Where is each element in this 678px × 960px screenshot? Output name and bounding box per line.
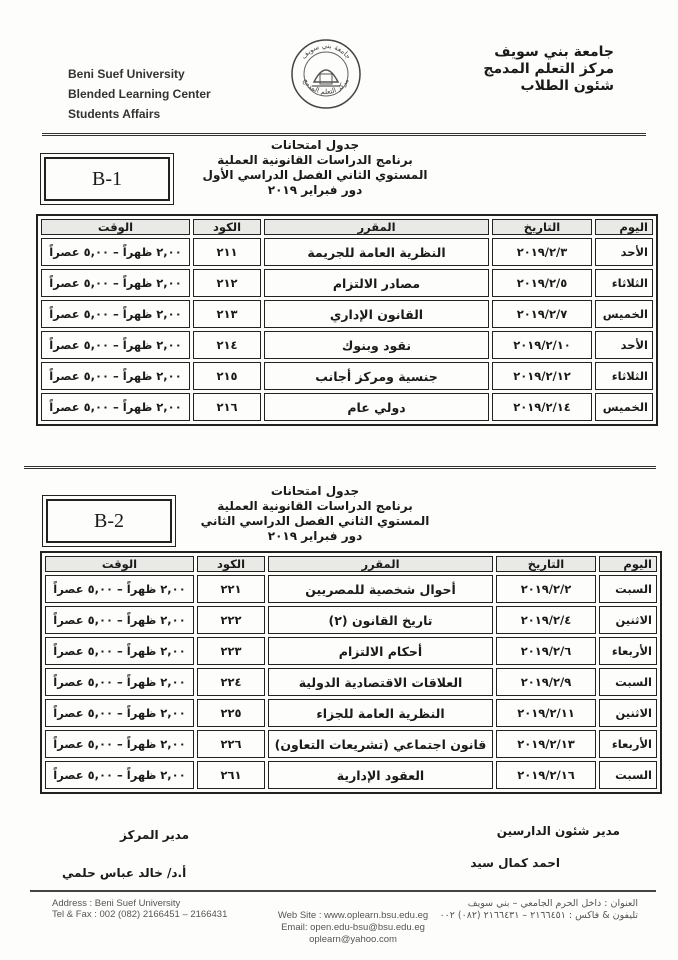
session-line: دور فبراير ٢٠١٩ [267, 529, 363, 543]
table-row [45, 606, 657, 634]
cell-course: أحوال شخصية للمصريين [268, 575, 493, 603]
address-line: Address : Beni Suef University [52, 898, 181, 909]
cell-day: الأربعاء [599, 730, 657, 758]
footer-divider [30, 890, 656, 892]
phone-line: Tel & Fax : 002 (082) 2166451 – 2166431 [52, 909, 228, 920]
cell-course: العقود الإدارية [268, 761, 493, 789]
group-label-box: B-1 [44, 157, 170, 201]
table-row [45, 575, 657, 603]
column-header-date: التاريخ [492, 219, 592, 235]
cell-code: ٢٢٢ [197, 606, 265, 634]
table-row [45, 637, 657, 665]
column-header-code: الكود [193, 219, 261, 235]
cell-date: ٢٠١٩/٢/١٤ [492, 393, 592, 421]
cell-code: ٢٢٤ [197, 668, 265, 696]
cell-course: قانون اجتماعي (تشريعات التعاون) [268, 730, 493, 758]
cell-day: الخميس [595, 393, 653, 421]
cell-date: ٢٠١٩/٢/١١ [496, 699, 596, 727]
cell-time: ٢,٠٠ ظهراً – ٥,٠٠ عصراً [45, 575, 194, 603]
logo-text-top: جامعة بني سويف [299, 41, 353, 61]
cell-course: جنسية ومركز أجانب [264, 362, 489, 390]
cell-course: مصادر الالتزام [264, 269, 489, 297]
cell-time: ٢,٠٠ ظهراً – ٥,٠٠ عصراً [45, 637, 194, 665]
cell-day: السبت [599, 761, 657, 789]
cell-course: العلاقات الاقتصادية الدولية [268, 668, 493, 696]
cell-time: ٢,٠٠ ظهراً – ٥,٠٠ عصراً [45, 699, 194, 727]
website-link[interactable]: Web Site : www.oplearn.bsu.edu.eg [277, 910, 429, 921]
cell-course: أحكام الالتزام [268, 637, 493, 665]
column-header-course: المقرر [264, 219, 489, 235]
table-header-row [41, 219, 653, 235]
cell-date: ٢٠١٩/٢/٢ [496, 575, 596, 603]
group-label-box: B-2 [46, 499, 172, 543]
cell-day: الثلاثاء [595, 269, 653, 297]
department-name-en: Students Affairs [68, 107, 161, 121]
table-row [41, 393, 653, 421]
cell-code: ٢٢٦ [197, 730, 265, 758]
center-name-en: Blended Learning Center [68, 87, 211, 101]
column-header-code: الكود [197, 556, 265, 572]
department-name-ar: شئون الطلاب [520, 78, 614, 94]
email-link-2[interactable]: oplearn@yahoo.com [309, 934, 397, 945]
program-line: برنامج الدراسات القانونية العملية [217, 499, 413, 513]
cell-time: ٢,٠٠ ظهراً – ٥,٠٠ عصراً [45, 668, 194, 696]
cell-code: ٢١٣ [193, 300, 261, 328]
level-line: المستوي الثاني الفصل الدراسي الثاني [200, 514, 430, 528]
title-line: جدول امتحانات [270, 484, 360, 498]
cell-date: ٢٠١٩/٢/٩ [496, 668, 596, 696]
cell-time: ٢,٠٠ ظهراً – ٥,٠٠ عصراً [41, 269, 190, 297]
university-logo [290, 38, 362, 110]
table-header-row [45, 556, 657, 572]
university-name-ar: جامعة بني سويف [494, 44, 614, 60]
cell-code: ٢١٤ [193, 331, 261, 359]
cell-code: ٢١٦ [193, 393, 261, 421]
cell-course: النظرية العامة للجريمة [264, 238, 489, 266]
cell-code: ٢٢٥ [197, 699, 265, 727]
exam-title-block [190, 138, 440, 198]
cell-time: ٢,٠٠ ظهراً – ٥,٠٠ عصراً [41, 393, 190, 421]
cell-course: نقود وبنوك [264, 331, 489, 359]
table-row [45, 761, 657, 789]
cell-day: الأربعاء [599, 637, 657, 665]
header-divider [42, 133, 646, 136]
program-line: برنامج الدراسات القانونية العملية [217, 153, 413, 167]
address-line-ar: العنوان : داخل الحرم الجامعي – بني سويف [467, 898, 638, 909]
center-director-title: مدير المركز [120, 828, 190, 842]
table-row [45, 730, 657, 758]
cell-date: ٢٠١٩/٢/٦ [496, 637, 596, 665]
table-row [41, 269, 653, 297]
header-en-block [68, 64, 211, 124]
cell-date: ٢٠١٩/٢/٥ [492, 269, 592, 297]
cell-code: ٢٦١ [197, 761, 265, 789]
footer-address-ar [408, 898, 638, 922]
footer-address-en [52, 898, 227, 920]
cell-day: الاثنين [599, 606, 657, 634]
cell-code: ٢١٥ [193, 362, 261, 390]
cell-code: ٢١١ [193, 238, 261, 266]
table-row [41, 300, 653, 328]
cell-day: الاثنين [599, 699, 657, 727]
column-header-course: المقرر [268, 556, 493, 572]
cell-date: ٢٠١٩/٢/١٦ [496, 761, 596, 789]
table-row [41, 362, 653, 390]
cell-time: ٢,٠٠ ظهراً – ٥,٠٠ عصراً [41, 362, 190, 390]
exam-title-block [190, 484, 440, 544]
cell-course: دولي عام [264, 393, 489, 421]
cell-day: السبت [599, 668, 657, 696]
cell-course: النظرية العامة للجزاء [268, 699, 493, 727]
column-header-time: الوقت [41, 219, 190, 235]
cell-date: ٢٠١٩/٢/١٣ [496, 730, 596, 758]
table-row [45, 699, 657, 727]
cell-time: ٢,٠٠ ظهراً – ٥,٠٠ عصراً [45, 606, 194, 634]
student-affairs-director-name: احمد كمال سيد [470, 856, 560, 870]
column-header-day: اليوم [595, 219, 653, 235]
level-line: المستوي الثاني الفصل الدراسي الأول [202, 168, 428, 182]
cell-code: ٢١٢ [193, 269, 261, 297]
university-name-en: Beni Suef University [68, 67, 185, 81]
cell-date: ٢٠١٩/٢/٤ [496, 606, 596, 634]
session-line: دور فبراير ٢٠١٩ [267, 183, 363, 197]
cell-time: ٢,٠٠ ظهراً – ٥,٠٠ عصراً [45, 761, 194, 789]
exam-schedule-table [40, 551, 662, 794]
cell-day: الأحد [595, 238, 653, 266]
email-link[interactable]: Email: open.edu-bsu@bsu.edu.eg [281, 922, 425, 933]
cell-time: ٢,٠٠ ظهراً – ٥,٠٠ عصراً [41, 300, 190, 328]
column-header-date: التاريخ [496, 556, 596, 572]
header-ar-block [434, 44, 614, 95]
table-row [41, 238, 653, 266]
column-header-day: اليوم [599, 556, 657, 572]
section-divider [24, 466, 656, 469]
student-affairs-director-title: مدير شئون الدارسين [496, 824, 620, 838]
title-line: جدول امتحانات [270, 138, 360, 152]
cell-time: ٢,٠٠ ظهراً – ٥,٠٠ عصراً [45, 730, 194, 758]
cell-code: ٢٢٣ [197, 637, 265, 665]
cell-course: تاريخ القانون (٢) [268, 606, 493, 634]
cell-course: القانون الإداري [264, 300, 489, 328]
cell-code: ٢٢١ [197, 575, 265, 603]
center-name-ar: مركز التعلم المدمج [483, 61, 614, 77]
cell-date: ٢٠١٩/٢/٣ [492, 238, 592, 266]
column-header-time: الوقت [45, 556, 194, 572]
cell-day: السبت [599, 575, 657, 603]
exam-schedule-table [36, 214, 658, 426]
cell-time: ٢,٠٠ ظهراً – ٥,٠٠ عصراً [41, 238, 190, 266]
table-row [45, 668, 657, 696]
phone-line-ar: تليفون & فاكس : ٢١٦٦٤٥١ – ٢١٦٦٤٣١ (٠٨٢) ٠٠٢ [439, 910, 638, 921]
cell-day: الأحد [595, 331, 653, 359]
cell-day: الثلاثاء [595, 362, 653, 390]
center-director-name: أ.د/ خالد عباس حلمي [62, 866, 187, 880]
cell-date: ٢٠١٩/٢/١٠ [492, 331, 592, 359]
cell-day: الخميس [595, 300, 653, 328]
cell-date: ٢٠١٩/٢/٧ [492, 300, 592, 328]
logo-text-bottom: مركز التعلم المدمج [301, 76, 351, 97]
cell-time: ٢,٠٠ ظهراً – ٥,٠٠ عصراً [41, 331, 190, 359]
table-row [41, 331, 653, 359]
cell-date: ٢٠١٩/٢/١٢ [492, 362, 592, 390]
